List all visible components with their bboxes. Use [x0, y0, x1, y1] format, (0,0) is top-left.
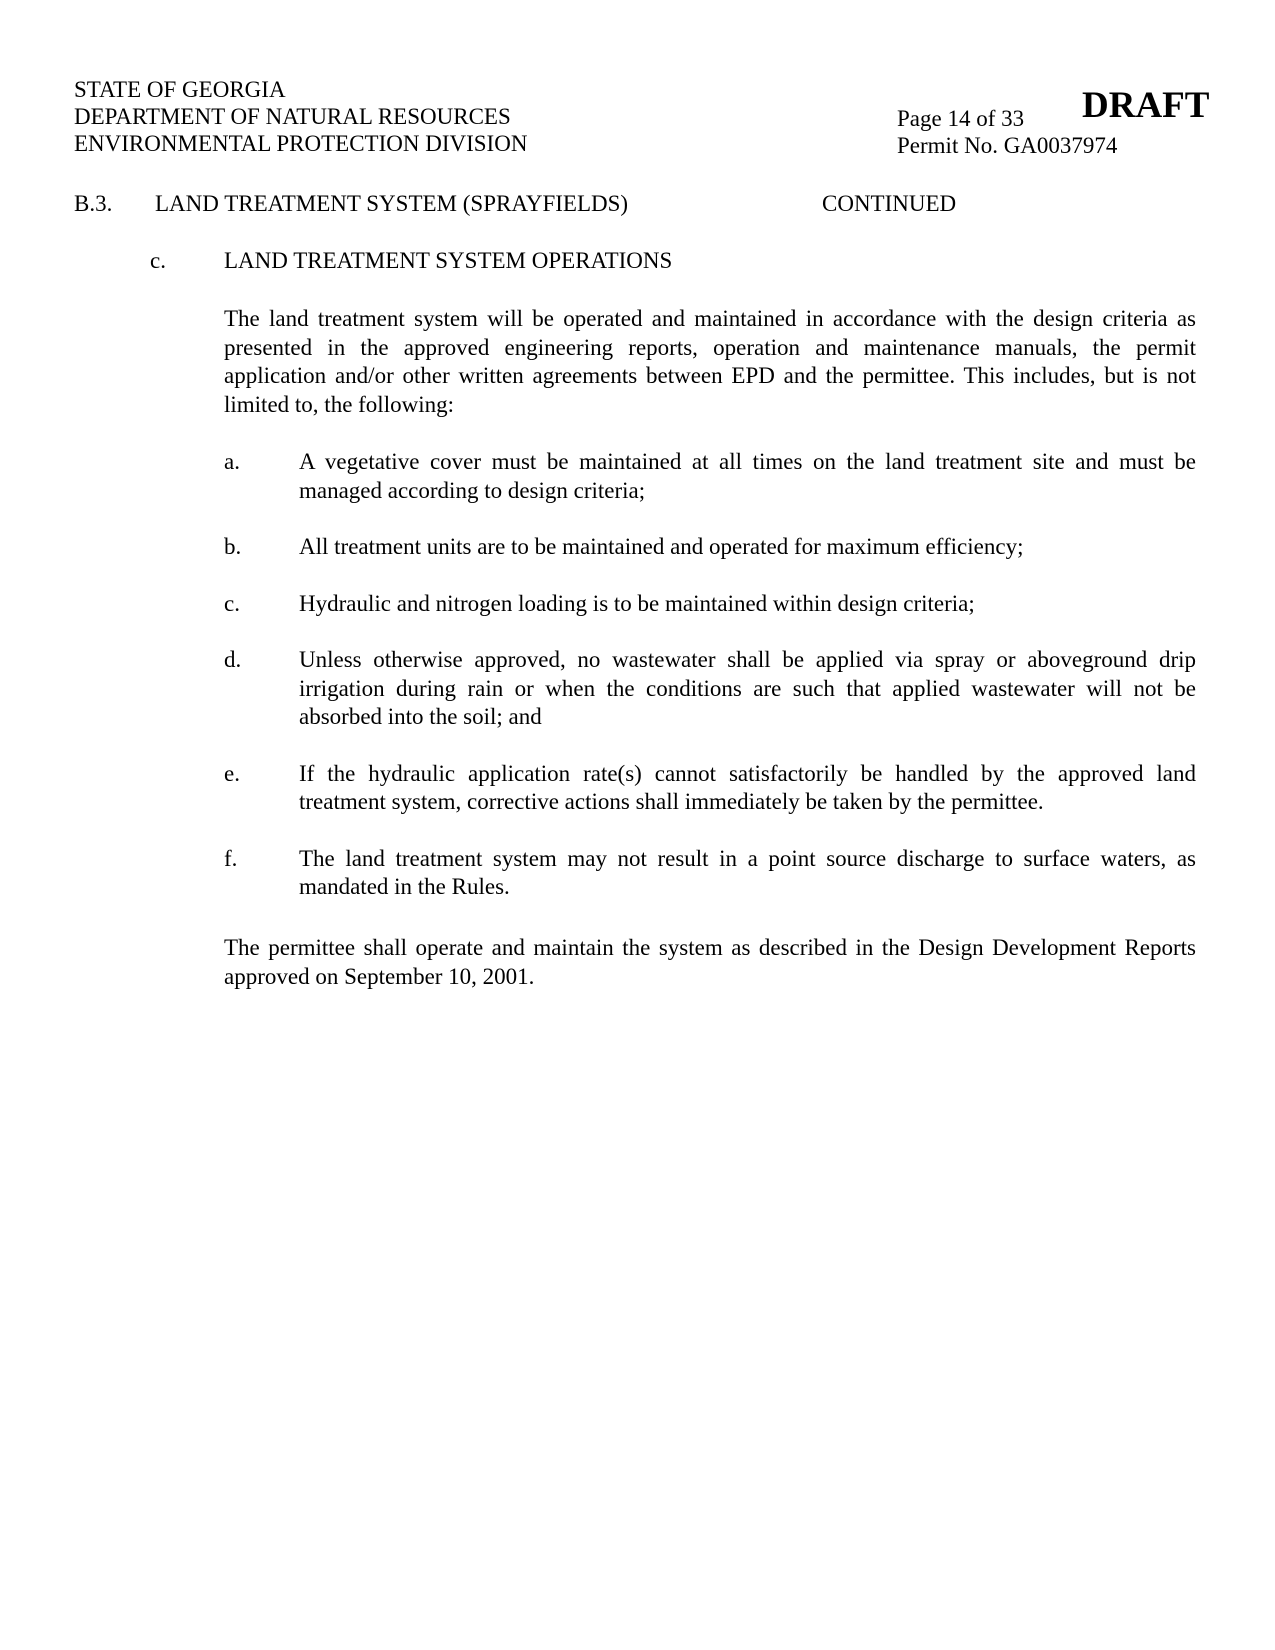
list-item-text: The land treatment system may not result in a point source discharge to surface waters, as mandated in the Rules.	[299, 845, 1196, 899]
list-item-letter: f.	[224, 845, 238, 871]
permit-number: Permit No. GA0037974	[897, 133, 1118, 158]
draft-stamp: DRAFT	[1082, 85, 1210, 126]
closing-paragraph: The permittee shall operate and maintain the system as described in the Design Development Reports approved on September 10, 2001.	[224, 935, 1196, 989]
list-item-letter: c.	[224, 590, 240, 616]
list-item-letter: a.	[224, 449, 240, 474]
list-item-letter: e.	[224, 760, 240, 786]
list-item	[224, 590, 1196, 619]
list-item	[224, 845, 1196, 902]
list-item-text: All treatment units are to be maintained and operated for maximum efficiency;	[299, 534, 1024, 559]
list-item-text: Hydraulic and nitrogen loading is to be maintained within design criteria;	[299, 590, 975, 616]
subsection-letter: c.	[150, 248, 166, 273]
agency-line-division: ENVIRONMENTAL PROTECTION DIVISION	[74, 131, 528, 156]
list-item	[224, 448, 1196, 505]
list-item-text: Unless otherwise approved, no wastewater shall be applied via spray or aboveground drip irrigation during rain or when the conditions are such that applied wastewater will not be absorbed into the soil; and	[299, 647, 1196, 729]
section-continued: CONTINUED	[822, 191, 957, 216]
list-item-text: If the hydraulic application rate(s) cannot satisfactorily be handled by the approved land treatment system, corrective actions shall immediately be taken by the permittee.	[299, 760, 1196, 814]
list-item	[224, 533, 1196, 562]
agency-line-state: STATE OF GEORGIA	[74, 77, 286, 102]
list-item	[224, 760, 1196, 817]
list-item	[224, 646, 1196, 732]
agency-header	[74, 76, 527, 157]
section-title: LAND TREATMENT SYSTEM (SPRAYFIELDS)	[155, 191, 629, 216]
section-number: B.3.	[74, 191, 113, 216]
agency-line-department: DEPARTMENT OF NATURAL RESOURCES	[74, 104, 511, 129]
page-number: Page 14 of 33	[897, 106, 1025, 131]
intro-paragraph: The land treatment system will be operated and maintained in accordance with the design criteria as presented in the approved engineering reports, operation and maintenance manuals, the permit application and/or other written agreements between EPD and the permittee. This includes, but is not limited to, the following:	[224, 306, 1196, 417]
subsection-title: LAND TREATMENT SYSTEM OPERATIONS	[224, 248, 673, 273]
list-item-text: A vegetative cover must be maintained at all times on the land treatment site and must be managed according to design criteria;	[299, 449, 1196, 503]
list-item-letter: b.	[224, 534, 242, 559]
list-item-letter: d.	[224, 647, 242, 672]
requirements-list	[224, 448, 1196, 902]
